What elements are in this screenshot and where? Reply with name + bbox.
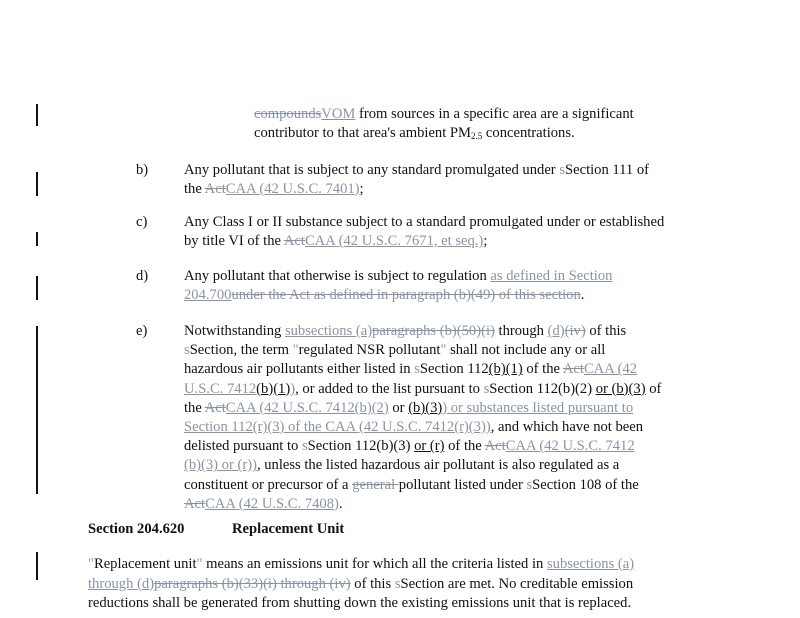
deleted-text: Act — [283, 233, 305, 249]
inserted-text: U.S.C. 7412 — [184, 380, 257, 397]
text-run: Section, the term — [189, 342, 293, 359]
text-run: constituent or precursor of a — [184, 476, 353, 493]
subscript: 2.5 — [471, 131, 483, 141]
underlined-text: or (b)(3) — [595, 380, 646, 397]
text-run: of this — [585, 323, 627, 339]
text-run: Any pollutant that otherwise is subject to regulation — [184, 268, 491, 284]
inserted-text: as defined in Section — [490, 268, 613, 284]
text-run: hazardous air pollutants either listed in — [184, 361, 415, 378]
change-bar — [36, 326, 38, 494]
deleted-text: Act — [562, 361, 584, 378]
change-bar — [36, 104, 38, 126]
inserted-text: " — [196, 556, 203, 572]
change-bar — [36, 232, 38, 246]
text-run: of the — [522, 361, 563, 378]
inserted-text: CAA (42 — [583, 361, 638, 378]
text-run: . — [580, 287, 585, 303]
deleted-text: Act — [204, 399, 226, 416]
text-run: Section 111 of — [565, 162, 650, 178]
deleted-text: under the Act as defined in paragraph (b)(49) of this section — [231, 287, 581, 303]
inserted-text: CAA (42 U.S.C. 7671, et seq.) — [304, 233, 484, 249]
inserted-text: through (d) — [88, 575, 155, 592]
inserted-text: s — [559, 162, 565, 178]
deleted-text: paragraphs (b)(50)(i) — [372, 323, 495, 339]
text-run: the — [184, 399, 205, 416]
change-bar — [36, 276, 38, 300]
deleted-text: Act — [184, 495, 206, 512]
inserted-text: VOM — [321, 106, 356, 122]
deleted-text: (iv) — [564, 323, 586, 339]
inserted-text: s — [483, 380, 490, 397]
section-number: Section 204.620 — [88, 521, 185, 537]
inserted-text: " — [88, 556, 94, 572]
change-bar — [36, 552, 38, 580]
text-run: , and which have not been — [490, 419, 644, 436]
item-d-text — [184, 267, 714, 305]
inserted-text: CAA (42 U.S.C. 7408) — [205, 495, 339, 512]
change-bar — [36, 172, 38, 196]
deleted-text: general — [352, 476, 399, 493]
inserted-text: " — [440, 342, 447, 359]
text-run: , or added to the list pursuant to — [295, 380, 484, 397]
item-label-d: d) — [136, 268, 149, 284]
text-run: of the — [444, 438, 485, 455]
inserted-text: s — [301, 438, 308, 455]
text-run: the — [184, 181, 205, 197]
inserted-text: CAA (42 U.S.C. 7412 — [505, 438, 635, 455]
text-run: of — [645, 380, 662, 397]
item-b-text — [184, 161, 714, 199]
continuation-text — [254, 105, 714, 146]
text-run: Section are met. No creditable emission — [400, 575, 634, 592]
underlined-text: (b)(1) — [256, 380, 291, 397]
definition-paragraph — [88, 555, 728, 614]
inserted-text: subsections (a) — [284, 323, 373, 339]
inserted-text: s — [526, 476, 533, 493]
text-run: delisted pursuant to — [184, 438, 302, 455]
text-run: Any Class I or II substance subject to a standard promulgated under or established — [184, 214, 665, 230]
inserted-text: (d) — [547, 323, 565, 339]
item-label-e: e) — [136, 323, 148, 339]
text-run: ; — [359, 181, 364, 197]
inserted-text: s — [184, 342, 190, 359]
inserted-text: CAA (42 U.S.C. 7401) — [225, 181, 360, 197]
text-run: Any pollutant that is subject to any standard promulgated under — [184, 162, 560, 178]
inserted-text: 204.700 — [184, 287, 232, 303]
item-label-b: b) — [136, 162, 149, 178]
text-run: Replacement unit — [93, 556, 197, 572]
text-run: of this — [350, 575, 395, 592]
inserted-text: (b)(3) or (r)) — [184, 457, 257, 474]
deleted-text: Act — [484, 438, 506, 455]
text-run: by title VI of the — [184, 233, 284, 249]
text-run: pollutant listed under — [398, 476, 527, 493]
text-run: from sources in a specific area are a significant — [355, 106, 634, 122]
inserted-text: Section 112(r)(3) of the CAA (42 U.S.C. 7412(r)(3)) — [184, 419, 491, 436]
text-run: Notwithstanding — [184, 323, 285, 339]
text-run: or — [388, 399, 409, 416]
inserted-text: subsections (a) — [546, 556, 635, 572]
deleted-text: paragraphs (b)(33)(i) through (iv) — [154, 575, 351, 592]
text-run: . — [338, 495, 343, 512]
text-run: means an emissions unit for which all the criteria listed in — [202, 556, 547, 572]
text-run: concentrations. — [482, 125, 575, 141]
item-c-text — [184, 213, 714, 251]
text-run: Section 108 of the — [532, 476, 639, 493]
inserted-text: ) — [290, 380, 296, 397]
section-title: Replacement Unit — [232, 521, 345, 537]
text-run: contributor to that area's ambient PM — [254, 125, 472, 141]
inserted-text: ) or substances listed pursuant to — [442, 399, 634, 416]
text-run: Section 112(b)(3) — [307, 438, 415, 455]
text-run: regulated NSR pollutant — [298, 342, 441, 359]
deleted-text: compounds — [254, 106, 322, 122]
text-run: Section 112(b)(2) — [489, 380, 596, 397]
text-run: shall not include any or all — [446, 342, 606, 359]
text-run: through — [494, 323, 548, 339]
inserted-text: s — [394, 575, 401, 592]
text-run: Section 112 — [419, 361, 489, 378]
text-run: reductions shall be generated from shutting down the existing emissions unit that is replaced. — [88, 595, 632, 611]
deleted-text: Act — [204, 181, 226, 197]
underlined-text: (b)(3) — [408, 399, 443, 416]
text-run: ; — [483, 233, 488, 249]
text-run: , unless the listed hazardous air pollutant is also regulated as a — [256, 457, 620, 474]
inserted-text: " — [292, 342, 299, 359]
underlined-text: (b)(1) — [488, 361, 523, 378]
underlined-text: or (r) — [414, 438, 445, 455]
inserted-text: s — [414, 361, 420, 378]
item-e-text — [184, 322, 714, 514]
inserted-text: CAA (42 U.S.C. 7412(b)(2) — [225, 399, 389, 416]
item-label-c: c) — [136, 214, 148, 230]
